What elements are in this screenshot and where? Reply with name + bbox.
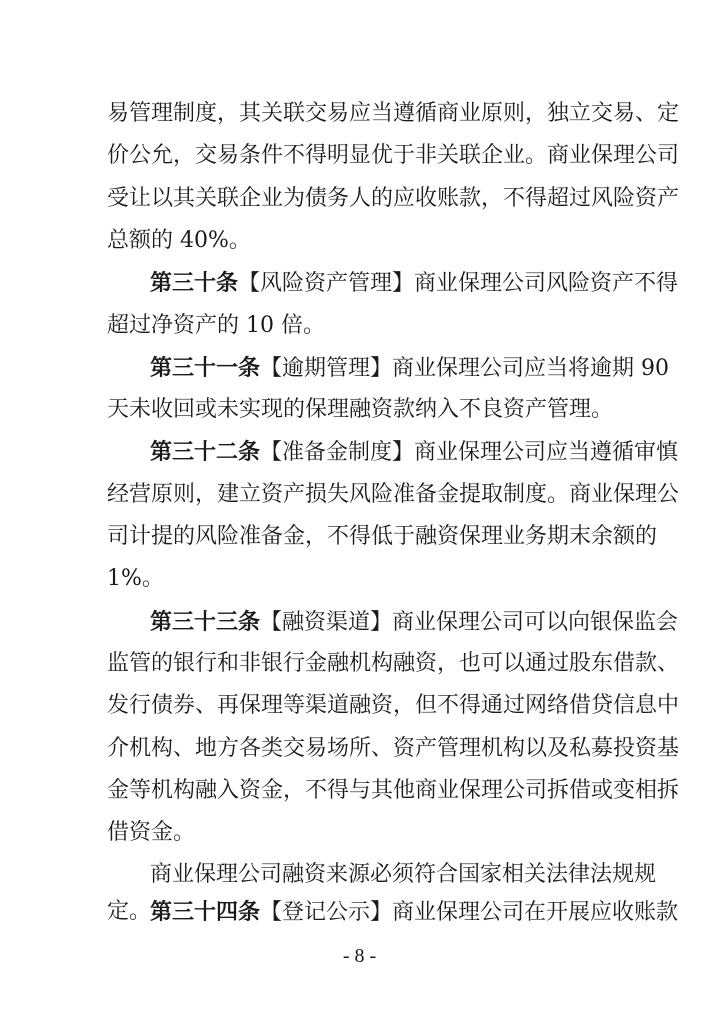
page-number: - 8 - [342,945,377,967]
article-heading: 第三十三条 [150,608,261,635]
paragraph-line: 介机构、地方各类交易场所、资产管理机构以及私募投资基 [107,735,680,761]
paragraph-line: 易管理制度，其关联交易应当遵循商业原则，独立交易、定 [107,101,680,126]
article-30-first-line [150,268,679,299]
paragraph-line: 总额的 40%。 [107,227,251,253]
paragraph-line: 金等机构融入资金，不得与其他商业保理公司拆借或变相拆 [107,777,680,803]
article-heading: 第三十条 [150,270,239,297]
article-text: 【逾期管理】商业保理公司应当将逾期 90 [260,355,670,381]
article-text: 【准备金制度】商业保理公司应当遵循审慎 [260,440,679,466]
article-34-first-line [150,897,679,928]
paragraph-line: 定。 [107,899,152,924]
paragraph-line: 价公允，交易条件不得明显优于非关联企业。商业保理公司 [107,143,680,169]
paragraph-line: 借资金。 [107,820,196,846]
paragraph-line: 超过净资产的 10 倍。 [107,312,325,338]
article-32-first-line [150,437,679,468]
article-31-first-line [150,353,670,384]
paragraph-line: 受让以其关联企业为债务人的应收账款，不得超过风险资产 [107,185,680,211]
paragraph-line: 天未收回或未实现的保理融资款纳入不良资产管理。 [107,397,614,423]
article-text: 【登记公示】商业保理公司在开展应收账款 [260,900,679,925]
paragraph-line: 司计提的风险准备金，不得低于融资保理业务期末余额的 [107,524,658,549]
article-text: 【融资渠道】商业保理公司可以向银保监会 [260,609,679,635]
article-text: 【风险资产管理】商业保理公司风险资产不得 [238,271,679,297]
paragraph-line: 监管的银行和非银行金融机构融资，也可以通过股东借款、 [107,650,680,676]
article-33-first-line [150,607,679,638]
paragraph-line: 发行债券、再保理等渠道融资，但不得通过网络借贷信息中 [107,693,680,719]
article-heading: 第三十一条 [150,354,261,381]
paragraph-line: 经营原则，建立资产损失风险准备金提取制度。商业保理公 [107,481,680,507]
article-heading: 第三十二条 [150,439,261,466]
paragraph-line: 商业保理公司融资来源必须符合国家相关法律法规规 [150,862,657,888]
article-heading: 第三十四条 [150,899,261,925]
paragraph-line: 1%。 [107,566,164,592]
